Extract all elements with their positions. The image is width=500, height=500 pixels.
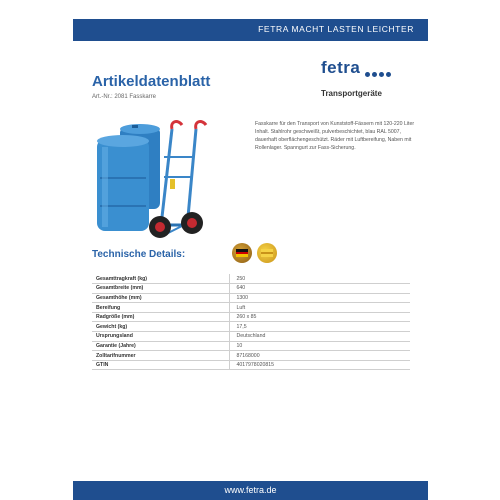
footer-bar bbox=[73, 481, 428, 500]
product-description: Fasskarre für den Transport von Kunststoff-Fässern mit 120-220 Liter Inhalt. Stahlrohr geschweißt, pulverbeschichtet, blau RAL 5007, dauerhaft oberflächengeschützt. Räder mit Luftbereifung, Naben mit Rollenlager. Spanngurt zur Fass-Sicherung. bbox=[255, 121, 415, 151]
article-number: Art.-Nr.: 2081 Fasskarre bbox=[92, 94, 157, 100]
technical-details-heading: Technische Details: bbox=[92, 249, 186, 260]
table-row bbox=[92, 341, 410, 351]
origin-label: Zolltarifnummer bbox=[92, 351, 229, 361]
spec-label: Gewicht (kg) bbox=[92, 322, 229, 332]
table-row bbox=[92, 274, 410, 284]
spec-value: 640 bbox=[229, 284, 410, 294]
spec-value: Luft bbox=[229, 303, 410, 313]
spec-label: Gesamtbreite (mm) bbox=[92, 284, 229, 294]
spec-label: Radgröße (mm) bbox=[92, 312, 229, 322]
table-row bbox=[92, 351, 410, 361]
product-image bbox=[92, 117, 227, 242]
origin-label: Garantie (Jahre) bbox=[92, 341, 229, 351]
spec-value: 250 bbox=[229, 274, 410, 284]
specs-table bbox=[92, 274, 410, 370]
guarantee-badge-icon bbox=[257, 243, 277, 263]
table-row bbox=[92, 360, 410, 370]
page-title: Artikeldatenblatt bbox=[92, 73, 211, 90]
spec-label: Bereifung bbox=[92, 303, 229, 313]
header-slogan: FETRA MACHT LASTEN LEICHTER bbox=[258, 24, 414, 34]
origin-label: Ursprungsland bbox=[92, 332, 229, 342]
table-row bbox=[92, 312, 410, 322]
spec-value: 260 x 85 bbox=[229, 312, 410, 322]
datasheet-page bbox=[73, 0, 428, 500]
spec-label: Gesamthöhe (mm) bbox=[92, 293, 229, 303]
origin-value: 10 bbox=[229, 341, 410, 351]
origin-value: 4017978020815 bbox=[229, 360, 410, 370]
fetra-logo bbox=[321, 58, 411, 102]
logo-subtitle: Transportgeräte bbox=[321, 89, 382, 98]
origin-value: Deutschland bbox=[229, 332, 410, 342]
table-row bbox=[92, 322, 410, 332]
origin-label: GTIN bbox=[92, 360, 229, 370]
table-row bbox=[92, 303, 410, 313]
table-row bbox=[92, 284, 410, 294]
logo-dots-icon bbox=[365, 72, 391, 77]
spec-value: 1300 bbox=[229, 293, 410, 303]
spec-label: Gesamttragkraft (kg) bbox=[92, 274, 229, 284]
logo-wordmark: fetra bbox=[321, 58, 361, 77]
header-bar bbox=[73, 19, 428, 41]
made-in-germany-badge-icon bbox=[232, 243, 252, 263]
table-row bbox=[92, 332, 410, 342]
origin-value: 87168000 bbox=[229, 351, 410, 361]
spec-value: 17,5 bbox=[229, 322, 410, 332]
footer-url-link[interactable]: www.fetra.de bbox=[224, 485, 277, 495]
table-row bbox=[92, 293, 410, 303]
